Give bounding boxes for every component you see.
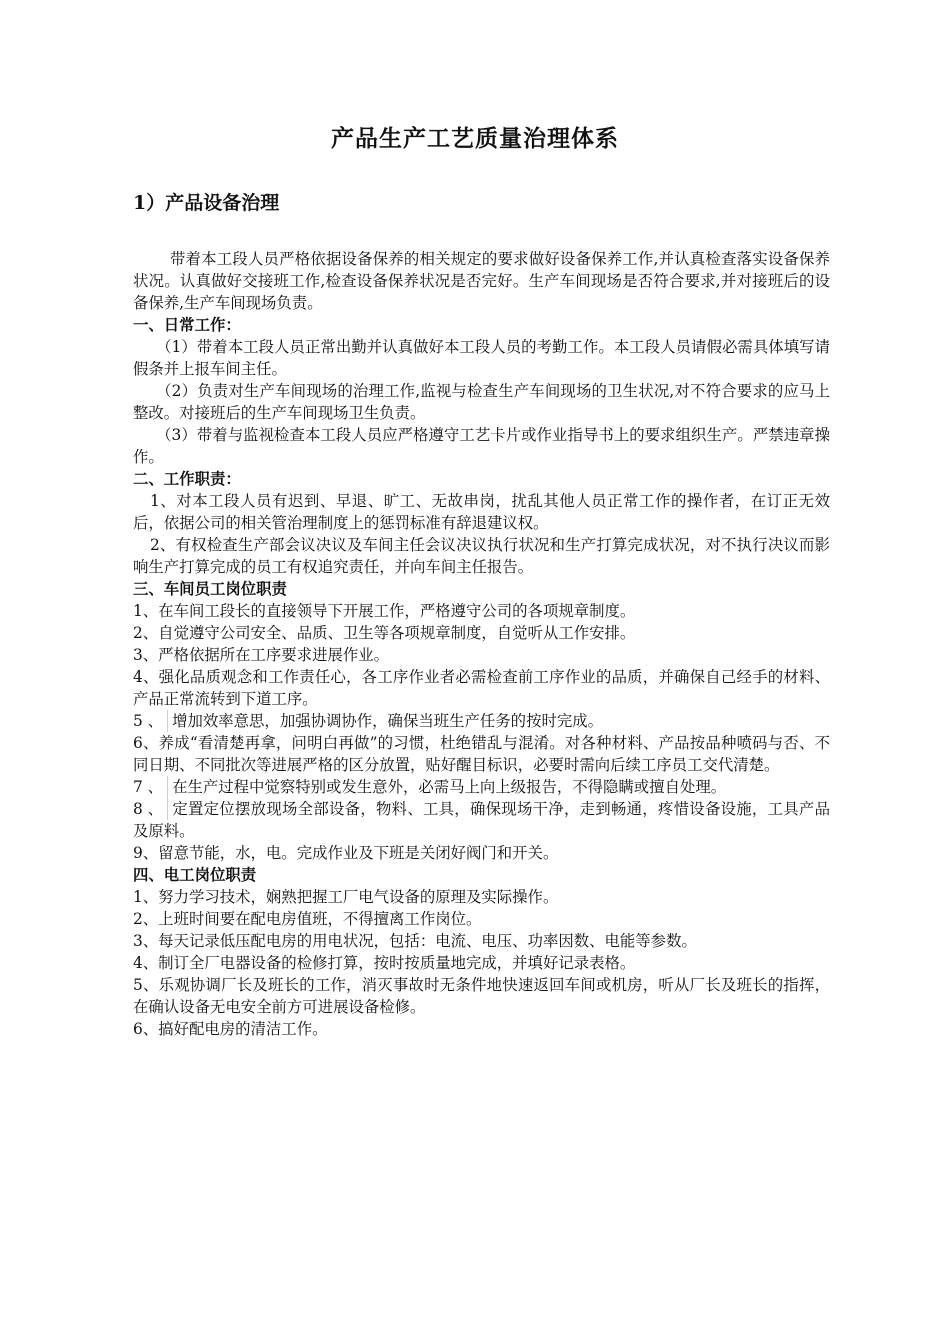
- workshop-item: [133, 622, 830, 644]
- workshop-item: [133, 600, 830, 622]
- workshop-item-text: 9、留意节能，水，电。完成作业及下班是关闭好阀门和开关。: [133, 844, 559, 862]
- electrician-item: 5、乐观协调厂长及班长的工作，消灭事故时无条件地快速返回车间或机房，听从厂长及班长的指挥，在确认设备无电安全前方可进展设备检修。: [133, 976, 830, 1016]
- workshop-item: [133, 842, 830, 864]
- workshop-item-text: 在生产过程中觉察特别或发生意外，必需马上向上级报告，不得隐瞒或擅自处理。: [172, 778, 727, 796]
- workshop-item-text: 4、强化品质观念和工作责任心，各工序作业者必需检查前工序作业的品质，并确保自己经手的材料、产品正常流转到下道工序。: [133, 668, 830, 708]
- workshop-item-number: 5 、: [133, 710, 168, 732]
- workshop-item: [133, 644, 830, 666]
- workshop-item-text: 3、严格依据所在工序要求进展作业。: [133, 646, 390, 664]
- intro-paragraph: 带着本工段人员严格依据设备保养的相关规定的要求做好设备保养工作,并认真检查落实设备保养状况。认真做好交接班工作,检查设备保养状况是否完好。生产车间现场是否符合要求,并对接班后的设备保养,生产车间现场负责。: [133, 250, 830, 312]
- duties-heading: 二、工作职责：: [133, 470, 241, 488]
- workshop-item: [133, 776, 830, 798]
- electrician-item: 3、每天记录低压配电房的用电状况，包括：电流、电压、功率因数、电能等参数。: [133, 932, 697, 950]
- workshop-item-text: 2、自觉遵守公司安全、品质、卫生等各项规章制度，自觉听从工作安排。: [133, 624, 636, 642]
- workshop-item: [133, 732, 830, 776]
- electrician-item: 2、上班时间要在配电房值班，不得擅离工作岗位。: [133, 910, 482, 928]
- document-body: [133, 248, 830, 1040]
- electrician-item: 1、努力学习技术，娴熟把握工厂电气设备的原理及实际操作。: [133, 888, 559, 906]
- electrician-heading: 四、电工岗位职责: [133, 866, 257, 884]
- workshop-item-text: 增加效率意思，加强协调协作，确保当班生产任务的按时完成。: [172, 712, 604, 730]
- daily-item: （1）带着本工段人员正常出勤并认真做好本工段人员的考勤工作。本工段人员请假必需具体填写请假条并上报车间主任。: [133, 338, 830, 378]
- daily-item: （2）负责对生产车间现场的治理工作,监视与检查生产车间现场的卫生状况,对不符合要求的应马上整改。对接班后的生产车间现场卫生负责。: [133, 382, 830, 422]
- electrician-item: 6、搞好配电房的清洁工作。: [133, 1020, 328, 1038]
- electrician-item: 4、制订全厂电器设备的检修打算，按时按质量地完成，并填好记录表格。: [133, 954, 636, 972]
- workshop-item-text: 6、养成“看清楚再拿，问明白再做”的习惯，杜绝错乱与混淆。对各种材料、产品按品种喷码与否、不同日期、不同批次等进展严格的区分放置，贴好醒目标识，必要时需向后续工序员工交代清楚。: [133, 734, 830, 774]
- duties-item: 2、有权检查生产部会议决议及车间主任会议决议执行状况和生产打算完成状况，对不执行决议而影响生产打算完成的员工有权追究责任，并向车间主任报告。: [133, 536, 830, 576]
- workshop-heading: 三、车间员工岗位职责: [133, 580, 287, 598]
- workshop-item-number: 8 、: [133, 798, 168, 820]
- daily-item: （3）带着与监视检查本工段人员应严格遵守工艺卡片或作业指导书上的要求组织生产。严禁违章操作。: [133, 426, 830, 466]
- daily-heading: 一、日常工作：: [133, 316, 241, 334]
- duties-item: 1、对本工段人员有迟到、早退、旷工、无故串岗，扰乱其他人员正常工作的操作者，在订正无效后，依据公司的相关管治理制度上的惩罚标准有辞退建议权。: [133, 492, 830, 532]
- workshop-item: [133, 710, 830, 732]
- document-title: 产品生产工艺质量治理体系: [331, 125, 619, 152]
- workshop-item-text: 1、在车间工段长的直接领导下开展工作，严格遵守公司的各项规章制度。: [133, 602, 636, 620]
- workshop-item: [133, 798, 830, 842]
- section-heading-equipment: 1）产品设备治理: [133, 192, 280, 214]
- workshop-item-text: 定置定位摆放现场全部设备，物料、工具，确保现场干净，走到畅通，疼惜设备设施，工具产品及原料。: [133, 800, 830, 840]
- workshop-item-number: 7 、: [133, 776, 168, 798]
- workshop-item: [133, 666, 830, 710]
